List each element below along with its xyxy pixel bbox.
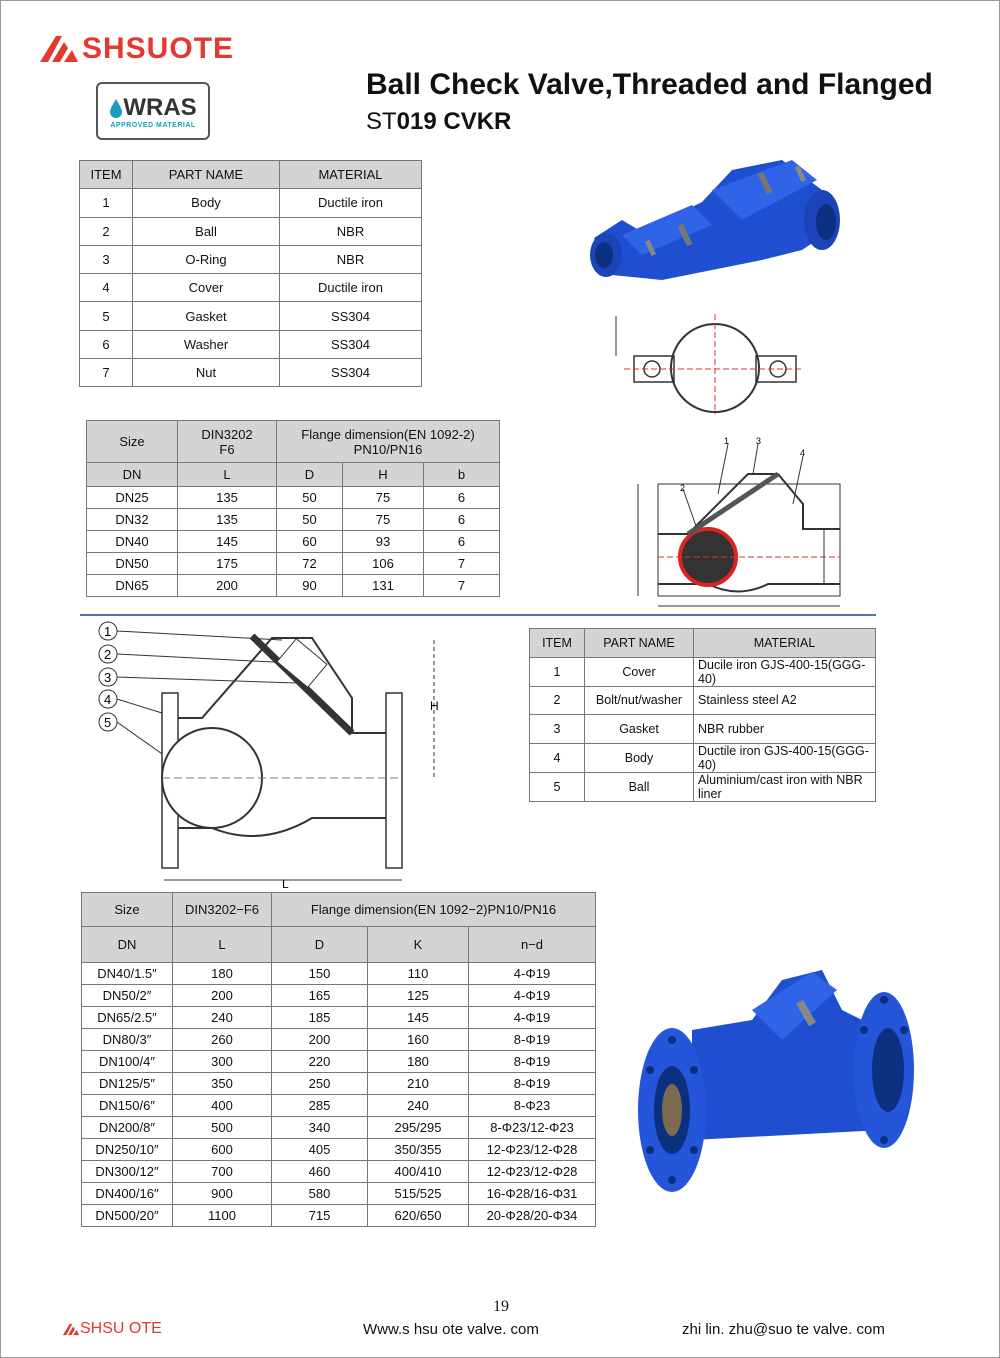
col-header: PART NAME [133, 161, 280, 189]
table-row [530, 772, 876, 801]
table-cell: 175 [178, 553, 277, 575]
table-row [82, 1139, 596, 1161]
table-cell: 400/410 [368, 1161, 469, 1183]
table-cell: 135 [178, 509, 277, 531]
col-header: PART NAME [585, 629, 694, 658]
sub-header: D [277, 463, 343, 487]
table-cell: 5 [80, 302, 133, 330]
table-cell: 295/295 [368, 1117, 469, 1139]
table-cell: 515/525 [368, 1183, 469, 1205]
table-cell: 12-Φ23/12-Φ28 [469, 1161, 596, 1183]
table-cell: 350 [173, 1073, 272, 1095]
table-row [80, 330, 422, 358]
table-cell: Cover [133, 274, 280, 302]
table-cell: 715 [272, 1205, 368, 1227]
table-cell: Body [585, 743, 694, 772]
table-cell: 4 [530, 743, 585, 772]
dimension-table-flanged [81, 892, 596, 1227]
flange-header: Flange dimension(EN 1092-2) PN10/PN16 [277, 421, 500, 463]
wras-label: WRAS [123, 93, 197, 121]
table-cell: 405 [272, 1139, 368, 1161]
table-cell: Body [133, 189, 280, 217]
brand-logo [38, 32, 234, 66]
callout-2: 2 [104, 647, 112, 662]
table-row [87, 509, 500, 531]
table-cell: DN100/4″ [82, 1051, 173, 1073]
col-header: ITEM [530, 629, 585, 658]
table-cell: SS304 [280, 330, 422, 358]
table-cell: 600 [173, 1139, 272, 1161]
table-row [530, 657, 876, 686]
col-header: MATERIAL [280, 161, 422, 189]
table-cell: 240 [173, 1007, 272, 1029]
din-header: DIN3202−F6 [173, 893, 272, 927]
sub-header: L [173, 927, 272, 963]
table-cell: DN40/1.5″ [82, 963, 173, 985]
table-cell: 700 [173, 1161, 272, 1183]
table-cell: 4-Φ19 [469, 985, 596, 1007]
table-cell: 6 [424, 509, 500, 531]
table-cell: 200 [173, 985, 272, 1007]
table-cell: 900 [173, 1183, 272, 1205]
parts-table-flanged [529, 628, 876, 802]
sub-header: n−d [469, 927, 596, 963]
table-cell: 135 [178, 487, 277, 509]
table-cell: Ball [133, 217, 280, 245]
table-cell: 4-Φ19 [469, 1007, 596, 1029]
table-cell: 60 [277, 531, 343, 553]
table-row [82, 1029, 596, 1051]
table-cell: 7 [424, 575, 500, 597]
callout-1: 1 [104, 624, 112, 639]
table-cell: 1 [530, 657, 585, 686]
table-cell: Washer [133, 330, 280, 358]
table-cell: 8-Φ23 [469, 1095, 596, 1117]
table-row [82, 1205, 596, 1227]
table-row [82, 1183, 596, 1205]
table-cell: 3 [80, 245, 133, 273]
table-cell: 106 [343, 553, 424, 575]
table-cell: DN32 [87, 509, 178, 531]
table-cell: NBR [280, 245, 422, 273]
callout-5: 5 [104, 715, 112, 730]
threaded-valve-photo [582, 150, 842, 310]
table-cell: 300 [173, 1051, 272, 1073]
table-cell: 350/355 [368, 1139, 469, 1161]
table-cell: DN300/12″ [82, 1161, 173, 1183]
table-cell: 50 [277, 487, 343, 509]
table-cell: 240 [368, 1095, 469, 1117]
table-cell: NBR rubber [694, 715, 876, 744]
table-cell: Aluminium/cast iron with NBR liner [694, 772, 876, 801]
table-cell: 2 [530, 686, 585, 715]
sub-header: DN [87, 463, 178, 487]
model-code [366, 108, 511, 136]
table-cell: 200 [178, 575, 277, 597]
table-cell: 8-Φ23/12-Φ23 [469, 1117, 596, 1139]
sub-header: b [424, 463, 500, 487]
table-row [530, 743, 876, 772]
table-cell: 6 [424, 487, 500, 509]
table-cell: 7 [80, 359, 133, 387]
small-callout: 3 [756, 436, 762, 446]
table-cell: DN250/10″ [82, 1139, 173, 1161]
table-cell: 620/650 [368, 1205, 469, 1227]
table-cell: DN65 [87, 575, 178, 597]
wras-sub-label: APPROVED MATERIAL [110, 121, 196, 129]
table-cell: 72 [277, 553, 343, 575]
callout-3: 3 [104, 670, 112, 685]
footer-website[interactable]: Www.s hsu ote valve. com [363, 1321, 539, 1338]
table-row [80, 189, 422, 217]
section-separator [80, 614, 876, 616]
table-cell: 160 [368, 1029, 469, 1051]
table-cell: 93 [343, 531, 424, 553]
table-cell: 180 [173, 963, 272, 985]
table-cell: SS304 [280, 302, 422, 330]
table-cell: Stainless steel A2 [694, 686, 876, 715]
small-callout: 1 [724, 436, 730, 446]
table-row [82, 985, 596, 1007]
table-cell: Ductile iron GJS-400-15(GGG-40) [694, 743, 876, 772]
table-cell: 12-Φ23/12-Φ28 [469, 1139, 596, 1161]
table-cell: 165 [272, 985, 368, 1007]
table-cell: 6 [80, 330, 133, 358]
table-cell: 5 [530, 772, 585, 801]
din-header: DIN3202 F6 [178, 421, 277, 463]
table-row [530, 715, 876, 744]
page-number: 19 [493, 1298, 509, 1315]
flanged-valve-photo [632, 960, 922, 1200]
table-cell: 250 [272, 1073, 368, 1095]
parts-table-threaded [79, 160, 422, 387]
table-cell: 3 [530, 715, 585, 744]
table-row [80, 359, 422, 387]
table-cell: 400 [173, 1095, 272, 1117]
dim-h-label: H [430, 699, 439, 713]
table-cell: 8-Φ19 [469, 1051, 596, 1073]
table-cell: 50 [277, 509, 343, 531]
table-cell: Bolt/nut/washer [585, 686, 694, 715]
sub-header: D [272, 927, 368, 963]
table-cell: 75 [343, 509, 424, 531]
table-cell: 210 [368, 1073, 469, 1095]
table-cell: 20-Φ28/20-Φ34 [469, 1205, 596, 1227]
flange-header: Flange dimension(EN 1092−2)PN10/PN16 [272, 893, 596, 927]
small-callout: 4 [800, 448, 806, 458]
table-row [82, 1073, 596, 1095]
top-view-drawing [604, 306, 814, 416]
footer-email[interactable]: zhi lin. zhu@suo te valve. com [682, 1321, 885, 1338]
table-cell: 580 [272, 1183, 368, 1205]
footer-brand [62, 1320, 162, 1338]
table-row [530, 686, 876, 715]
table-cell: O-Ring [133, 245, 280, 273]
table-cell: DN400/16″ [82, 1183, 173, 1205]
table-cell: 340 [272, 1117, 368, 1139]
table-cell: 200 [272, 1029, 368, 1051]
threaded-section-drawing [628, 434, 848, 614]
table-row [87, 553, 500, 575]
table-cell: DN500/20″ [82, 1205, 173, 1227]
table-cell: 1 [80, 189, 133, 217]
table-cell: DN200/8″ [82, 1117, 173, 1139]
table-cell: 285 [272, 1095, 368, 1117]
table-cell: DN25 [87, 487, 178, 509]
model-prefix: ST [366, 108, 397, 135]
table-cell: 131 [343, 575, 424, 597]
table-cell: Nut [133, 359, 280, 387]
table-cell: 1100 [173, 1205, 272, 1227]
table-cell: Ductile iron [280, 274, 422, 302]
table-row [80, 274, 422, 302]
table-cell: Ductile iron [280, 189, 422, 217]
table-row [80, 245, 422, 273]
table-row [80, 217, 422, 245]
page-title: Ball Check Valve,Threaded and Flanged [366, 68, 933, 101]
table-row [80, 302, 422, 330]
col-header: ITEM [80, 161, 133, 189]
table-cell: 4 [80, 274, 133, 302]
table-cell: 500 [173, 1117, 272, 1139]
brand-name: SHSUOTE [82, 32, 235, 65]
table-cell: Ball [585, 772, 694, 801]
table-cell: SS304 [280, 359, 422, 387]
table-cell: 4-Φ19 [469, 963, 596, 985]
size-header: Size [82, 893, 173, 927]
table-cell: 145 [178, 531, 277, 553]
table-cell: Ducile iron GJS-400-15(GGG-40) [694, 657, 876, 686]
table-row [87, 531, 500, 553]
table-cell: 145 [368, 1007, 469, 1029]
brand-logo-icon [38, 34, 80, 64]
table-cell: 150 [272, 963, 368, 985]
table-cell: 8-Φ19 [469, 1029, 596, 1051]
table-row [82, 1117, 596, 1139]
size-header: Size [87, 421, 178, 463]
table-cell: 125 [368, 985, 469, 1007]
table-cell: 110 [368, 963, 469, 985]
table-cell: 180 [368, 1051, 469, 1073]
small-callout: 2 [680, 483, 686, 493]
sub-header: K [368, 927, 469, 963]
dimension-table-threaded [86, 420, 500, 597]
table-row [82, 1007, 596, 1029]
table-cell: 260 [173, 1029, 272, 1051]
water-drop-icon [109, 98, 123, 118]
table-row [82, 1051, 596, 1073]
footer-brand-name: SHSU OTE [80, 1320, 162, 1337]
table-cell: 8-Φ19 [469, 1073, 596, 1095]
table-cell: 6 [424, 531, 500, 553]
table-cell: DN65/2.5″ [82, 1007, 173, 1029]
table-cell: 185 [272, 1007, 368, 1029]
table-cell: DN50 [87, 553, 178, 575]
table-row [87, 487, 500, 509]
table-cell: 2 [80, 217, 133, 245]
table-cell: DN150/6″ [82, 1095, 173, 1117]
dim-l-label: L [282, 877, 289, 890]
table-cell: NBR [280, 217, 422, 245]
table-cell: Gasket [133, 302, 280, 330]
flanged-section-drawing [92, 618, 452, 890]
sub-header: H [343, 463, 424, 487]
footer-logo-icon [62, 1323, 80, 1336]
wras-badge [96, 82, 210, 140]
sub-header: DN [82, 927, 173, 963]
table-cell: DN50/2″ [82, 985, 173, 1007]
table-cell: 16-Φ28/16-Φ31 [469, 1183, 596, 1205]
table-cell: 460 [272, 1161, 368, 1183]
table-cell: 90 [277, 575, 343, 597]
table-row [82, 1161, 596, 1183]
table-cell: DN40 [87, 531, 178, 553]
table-row [87, 575, 500, 597]
callout-4: 4 [104, 692, 112, 707]
col-header: MATERIAL [694, 629, 876, 658]
table-cell: Gasket [585, 715, 694, 744]
table-row [82, 963, 596, 985]
model-number: 019 CVKR [396, 108, 512, 135]
table-cell: 7 [424, 553, 500, 575]
table-cell: Cover [585, 657, 694, 686]
table-cell: DN80/3″ [82, 1029, 173, 1051]
table-cell: 75 [343, 487, 424, 509]
table-row [82, 1095, 596, 1117]
table-cell: 220 [272, 1051, 368, 1073]
sub-header: L [178, 463, 277, 487]
table-cell: DN125/5″ [82, 1073, 173, 1095]
